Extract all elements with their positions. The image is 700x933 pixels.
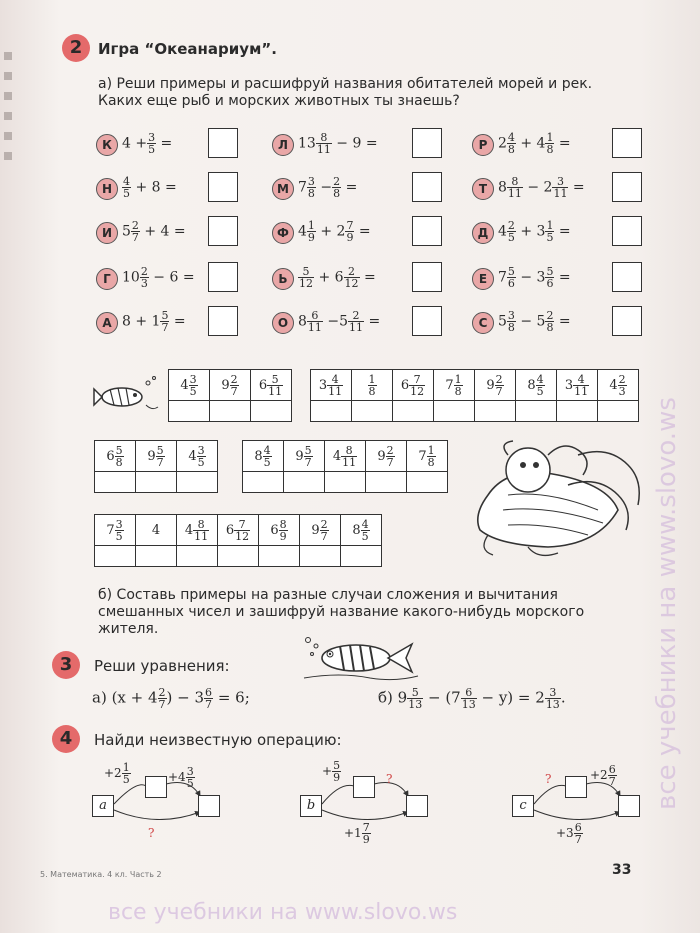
cipher-letter: О <box>272 312 294 334</box>
cipher-answer-cell[interactable] <box>169 401 210 422</box>
cipher-table <box>310 369 639 422</box>
cipher-letter: Е <box>472 268 494 290</box>
cipher-answer-cell[interactable] <box>434 401 475 422</box>
diagram-c-var-box: c <box>512 795 534 817</box>
example-expression: 8 $\frac{6}{11}$ −5 $\frac{2}{11}$ = <box>298 309 381 334</box>
binding-marks <box>0 40 16 160</box>
cipher-number: 9 $\frac{2}{7}$ <box>475 370 516 401</box>
diagram-b-var-box: b <box>300 795 322 817</box>
cipher-number: 6 $\frac{5}{11}$ <box>251 370 292 401</box>
example-expression: 7 $\frac{3}{8}$ − $\frac{2}{8}$ = <box>298 175 358 200</box>
cipher-answer-cell[interactable] <box>251 401 292 422</box>
cipher-answer-cell[interactable] <box>95 546 136 567</box>
cipher-answer-cell[interactable] <box>311 401 352 422</box>
task-4-title: Найди неизвестную операцию: <box>94 731 342 749</box>
task-2a-line1: а) Реши примеры и расшифруй названия обитателей морей и рек. <box>98 76 593 92</box>
cipher-number: 9 $\frac{2}{7}$ <box>210 370 251 401</box>
answer-box[interactable] <box>612 172 642 202</box>
cipher-number: 7 $\frac{1}{8}$ <box>434 370 475 401</box>
cipher-number: 3 $\frac{4}{11}$ <box>557 370 598 401</box>
equation-b: б) 9 $\frac{5}{13}$ − (7 $\frac{6}{13}$ − y) = 2 $\frac{3}{13}$ . <box>378 686 566 711</box>
cipher-answer-cell[interactable] <box>177 472 218 493</box>
cipher-letter: Л <box>272 134 294 156</box>
cipher-number: 9 $\frac{2}{7}$ <box>366 441 407 472</box>
answer-box[interactable] <box>208 172 238 202</box>
diagram-c-mid-box <box>565 776 587 798</box>
answer-box[interactable] <box>612 216 642 246</box>
answer-box[interactable] <box>612 128 642 158</box>
watermark-side: все учебники на www.slovo.ws <box>652 397 682 810</box>
cipher-answer-cell[interactable] <box>407 472 448 493</box>
cipher-answer-cell[interactable] <box>352 401 393 422</box>
answer-box[interactable] <box>412 306 442 336</box>
cipher-letter: А <box>96 312 118 334</box>
example-expression: 13 $\frac{8}{11}$ − 9 = <box>298 131 378 156</box>
example-expression: 4 $\frac{1}{9}$ + 2 $\frac{7}{9}$ = <box>298 219 371 244</box>
cipher-table <box>242 440 448 493</box>
cipher-number: 7 $\frac{1}{8}$ <box>407 441 448 472</box>
example-expression: 2 $\frac{4}{8}$ + 4 $\frac{1}{8}$ = <box>498 131 571 156</box>
cipher-answer-cell[interactable] <box>218 546 259 567</box>
cipher-answer-cell[interactable] <box>136 546 177 567</box>
cipher-letter: Р <box>472 134 494 156</box>
cipher-number: 4 $\frac{8}{11}$ <box>325 441 366 472</box>
task-2b-line2: смешанных чисел и зашифруй название какого-нибудь морского <box>98 604 585 620</box>
diagram-a-result-box <box>198 795 220 817</box>
cipher-answer-cell[interactable] <box>95 472 136 493</box>
diagram-c-op2: +2 $\frac{6}{7}$ <box>590 763 616 788</box>
cipher-letter: Ф <box>272 222 294 244</box>
task-3-badge: 3 <box>52 651 80 679</box>
diagram-b-mid-box <box>353 776 375 798</box>
cipher-number: 4 $\frac{3}{5}$ <box>177 441 218 472</box>
answer-box[interactable] <box>208 128 238 158</box>
task-2b-line1: б) Составь примеры на разные случаи сложения и вычитания <box>98 587 558 603</box>
answer-box[interactable] <box>412 216 442 246</box>
diagram-a-unknown: ? <box>148 826 155 840</box>
cipher-answer-cell[interactable] <box>325 472 366 493</box>
diagram-c-unknown: ? <box>545 772 552 786</box>
cipher-answer-cell[interactable] <box>177 546 218 567</box>
striped-fish-illustration <box>300 632 420 686</box>
cipher-answer-cell[interactable] <box>259 546 300 567</box>
cipher-answer-cell[interactable] <box>598 401 639 422</box>
cipher-answer-cell[interactable] <box>393 401 434 422</box>
cipher-letter: М <box>272 178 294 200</box>
task-2b-line3: жителя. <box>98 621 159 637</box>
cipher-answer-cell[interactable] <box>284 472 325 493</box>
cipher-number: 6 $\frac{7}{12}$ <box>393 370 434 401</box>
task-2-badge: 2 <box>62 34 90 62</box>
cipher-number: 4 $\frac{8}{11}$ <box>177 515 218 546</box>
cipher-number: 4 <box>136 515 177 546</box>
cipher-letter: Ь <box>272 268 294 290</box>
cipher-answer-cell[interactable] <box>341 546 382 567</box>
example-expression: 7 $\frac{5}{6}$ − 3 $\frac{5}{6}$ = <box>498 265 571 290</box>
example-expression: 8 + 1 $\frac{5}{7}$ = <box>122 309 186 334</box>
small-fish-illustration <box>92 375 164 415</box>
example-expression: 4 $\frac{2}{5}$ + 3 $\frac{1}{5}$ = <box>498 219 571 244</box>
octopus-shell-illustration <box>468 435 648 565</box>
cipher-letter: Т <box>472 178 494 200</box>
diagram-a-var-box: a <box>92 795 114 817</box>
cipher-letter: И <box>96 222 118 244</box>
cipher-number: 7 $\frac{3}{5}$ <box>95 515 136 546</box>
cipher-answer-cell[interactable] <box>300 546 341 567</box>
diagram-c-bottom-op: +3 $\frac{6}{7}$ <box>556 821 582 846</box>
diagram-b-unknown: ? <box>386 772 393 786</box>
cipher-number: $\frac{1}{8}$ <box>352 370 393 401</box>
answer-box[interactable] <box>412 262 442 292</box>
diagram-a-op1: +2 $\frac{1}{5}$ <box>104 761 130 786</box>
cipher-number: 6 $\frac{5}{8}$ <box>95 441 136 472</box>
cipher-table <box>94 440 218 493</box>
cipher-table <box>168 369 292 422</box>
cipher-number: 4 $\frac{3}{5}$ <box>169 370 210 401</box>
cipher-answer-cell[interactable] <box>516 401 557 422</box>
task-2-title: Игра “Океанариум”. <box>98 40 277 58</box>
example-expression: 5 $\frac{2}{7}$ + 4 = <box>122 219 186 244</box>
page-number: 33 <box>612 862 632 878</box>
cipher-answer-cell[interactable] <box>366 472 407 493</box>
cipher-number: 9 $\frac{2}{7}$ <box>300 515 341 546</box>
answer-box[interactable] <box>612 262 642 292</box>
cipher-number: 6 $\frac{8}{9}$ <box>259 515 300 546</box>
diagram-a-mid-box <box>145 776 167 798</box>
cipher-number: 6 $\frac{7}{12}$ <box>218 515 259 546</box>
diagram-b-result-box <box>406 795 428 817</box>
cipher-number: 9 $\frac{5}{7}$ <box>284 441 325 472</box>
footer-text: 5. Математика. 4 кл. Часть 2 <box>40 870 162 879</box>
diagram-b-op1: + $\frac{5}{9}$ <box>322 759 341 784</box>
diagram-b-bottom-op: +1 $\frac{7}{9}$ <box>344 821 370 846</box>
answer-box[interactable] <box>208 262 238 292</box>
cipher-number: 3 $\frac{4}{11}$ <box>311 370 352 401</box>
cipher-letter: С <box>472 312 494 334</box>
cipher-number: 8 $\frac{4}{5}$ <box>243 441 284 472</box>
answer-box[interactable] <box>208 216 238 246</box>
example-expression: $\frac{4}{5}$ + 8 = <box>123 175 177 200</box>
answer-box[interactable] <box>208 306 238 336</box>
task-3-title: Реши уравнения: <box>94 657 230 675</box>
cipher-answer-cell[interactable] <box>136 472 177 493</box>
cipher-answer-cell[interactable] <box>557 401 598 422</box>
cipher-number: 8 $\frac{4}{5}$ <box>341 515 382 546</box>
answer-box[interactable] <box>412 128 442 158</box>
example-expression: 5 $\frac{3}{8}$ − 5 $\frac{2}{8}$ = <box>498 309 571 334</box>
cipher-table <box>94 514 382 567</box>
cipher-answer-cell[interactable] <box>210 401 251 422</box>
equation-a: а) (x + 4 $\frac{2}{7}$ ) − 3 $\frac{6}{7}$ = 6; <box>92 686 250 711</box>
cipher-number: 4 $\frac{2}{3}$ <box>598 370 639 401</box>
example-expression: $\frac{5}{12}$ + 6 $\frac{2}{12}$ = <box>299 265 376 290</box>
cipher-answer-cell[interactable] <box>475 401 516 422</box>
cipher-answer-cell[interactable] <box>243 472 284 493</box>
watermark-bottom: все учебники на www.slovo.ws <box>108 900 458 925</box>
cipher-letter: К <box>96 134 118 156</box>
answer-box[interactable] <box>612 306 642 336</box>
task-4-badge: 4 <box>52 725 80 753</box>
example-expression: 4 + $\frac{3}{5}$ = <box>122 131 173 156</box>
task-2a-line2: Каких еще рыб и морских животных ты знаешь? <box>98 93 460 109</box>
diagram-a-op2: +4 $\frac{3}{5}$ <box>168 765 194 790</box>
diagram-c-result-box <box>618 795 640 817</box>
example-expression: 8 $\frac{8}{11}$ − 2 $\frac{3}{11}$ = <box>498 175 585 200</box>
cipher-letter: Н <box>96 178 118 200</box>
cipher-number: 9 $\frac{5}{7}$ <box>136 441 177 472</box>
example-expression: 10 $\frac{2}{3}$ − 6 = <box>122 265 195 290</box>
cipher-letter: Г <box>96 268 118 290</box>
cipher-number: 8 $\frac{4}{5}$ <box>516 370 557 401</box>
answer-box[interactable] <box>412 172 442 202</box>
cipher-letter: Д <box>472 222 494 244</box>
